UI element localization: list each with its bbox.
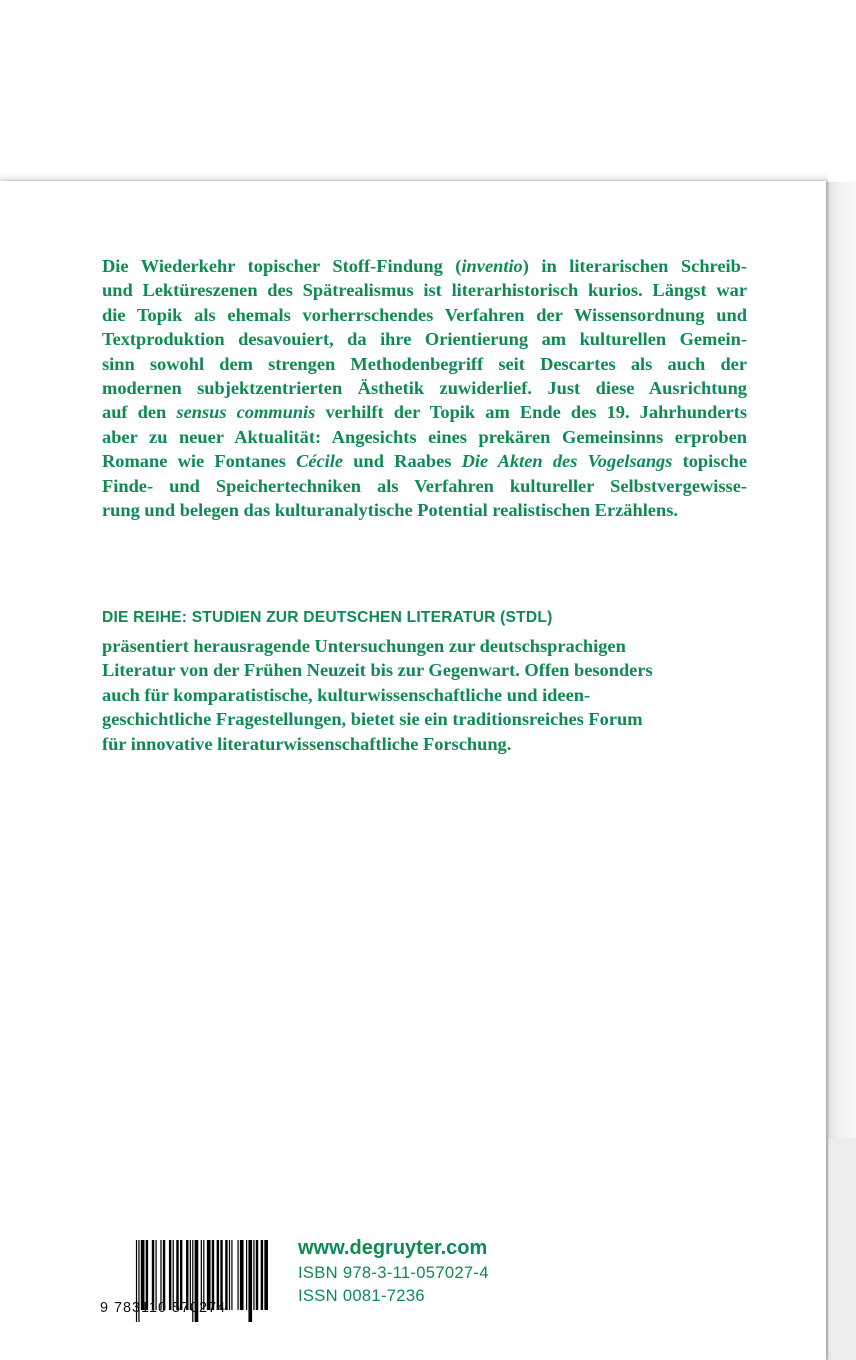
- series-line: Literatur von der Frühen Neuzeit bis zur Gegenwart. Offen besonders: [102, 660, 653, 681]
- blurb-line: und Lektüreszenen des Spätrealismus ist literarhistorisch kurios. Längst war: [102, 280, 747, 301]
- blurb-line: die Topik als ehemals vorherrschendes Verfahren der Wissensordnung und: [102, 304, 747, 325]
- blurb-line: aber zu neuer Aktualität: Angesichts eines prekären Gemeinsinns erproben: [102, 426, 747, 447]
- blurb-line: Romane wie Fontanes Cécile und Raabes Die Akten des Vogelsangs topische: [102, 451, 747, 472]
- series-description: [102, 634, 653, 756]
- blurb-paragraph: [102, 254, 747, 522]
- blurb-line: sinn sowohl dem strengen Methodenbegriff seit Descartes als auch der: [102, 353, 747, 374]
- blurb-line: Finde- und Speichertechniken als Verfahren kultureller Selbstvergewisse-: [102, 475, 747, 496]
- isbn-number: ISBN 978-3-11-057027-4: [298, 1263, 489, 1282]
- series-heading: DIE REIHE: STUDIEN ZUR DEUTSCHEN LITERATUR (STDL): [102, 609, 553, 626]
- blurb-line: modernen subjektzentrierten Ästhetik zuwiderlief. Just diese Ausrichtung: [102, 378, 747, 399]
- publisher-url[interactable]: www.degruyter.com: [298, 1237, 488, 1259]
- blurb-line: Textproduktion desavouiert, da ihre Orientierung am kulturellen Gemein-: [102, 329, 747, 350]
- series-line: präsentiert herausragende Untersuchungen zur deutschsprachigen: [102, 636, 626, 656]
- barcode-digits: 9 783110 570274: [100, 1300, 226, 1316]
- series-line: geschichtliche Fragestellungen, bietet sie ein traditionsreiches Forum: [102, 709, 643, 730]
- blurb-line: rung und belegen das kulturanalytische Potential realistischen Erzählens.: [102, 500, 678, 521]
- series-line: für innovative literaturwissenschaftliche Forschung.: [102, 733, 512, 754]
- issn-number: ISSN 0081-7236: [298, 1286, 425, 1305]
- background-lower-strip: [828, 1138, 856, 1360]
- series-line: auch für komparatistische, kulturwissenschaftliche und ideen-: [102, 684, 591, 705]
- blurb-line: auf den sensus communis verhilft der Topik am Ende des 19. Jahrhunderts: [102, 402, 747, 423]
- blurb-line: Die Wiederkehr topischer Stoff-Findung (inventio) in literarischen Schreib-: [102, 256, 747, 276]
